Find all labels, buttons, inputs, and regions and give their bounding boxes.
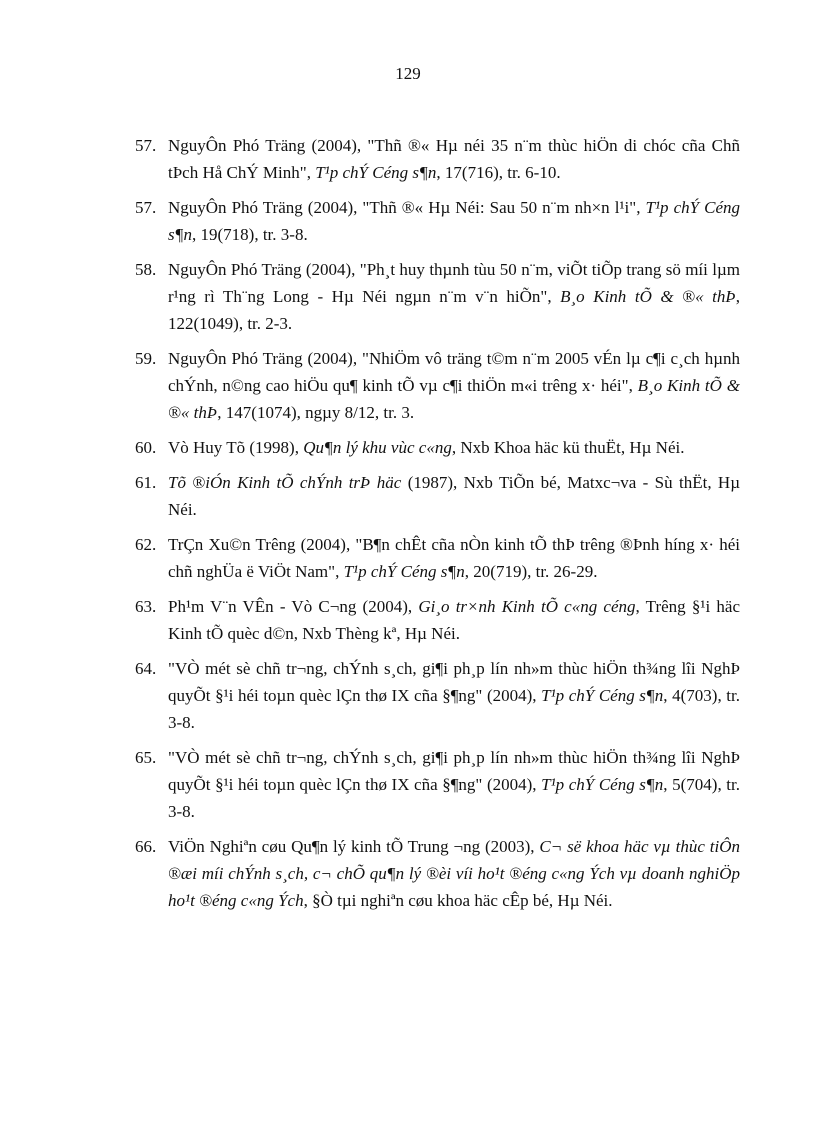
reference-item [135,194,740,248]
reference-item [135,833,740,914]
reference-source: C¬ së khoa häc vµ thùc tiÔn ®æi míi chÝnh s¸ch, c¬ chÕ qu¶n lý ®èi víi ho¹t ®éng c«ng Ých vµ doanh nghiÖp ho¹t ®éng c«ng Ých [168,837,740,910]
reference-text: ViÖn Nghiªn cøu Qu¶n lý kinh tÕ Trung ¬ng (2003), [168,837,540,856]
reference-source: Gi¸o tr×nh Kinh tÕ c«ng céng [418,597,636,616]
reference-details: , §Ò tµi nghiªn cøu khoa häc cÊp bé, Hµ Néi. [303,891,613,910]
reference-source: Qu¶n lý khu vùc c«ng [303,438,452,457]
reference-text: NguyÔn Phó Träng (2004), "Thñ ®« Hµ néi 35 n¨m thùc hiÖn di chóc cña Chñ tÞch Hå ChÝ Minh", [168,136,740,182]
reference-number: 63. [135,597,157,616]
page-number: 129 [395,64,421,83]
reference-details: , 4(703), tr. 3-8. [168,686,740,732]
reference-number: 59. [135,349,157,368]
reference-text: Ph¹m V¨n VÊn - Vò C¬ng (2004), [168,597,419,616]
reference-item [135,469,740,523]
reference-text: NguyÔn Phó Träng (2004), "NhiÖm vô träng t©m n¨m 2005 vÉn lµ c¶i c¸ch hµnh chÝnh, n©ng cao hiÖu qu¶ kinh tÕ vµ c¶i thiÖn m«i trêng x· héi", [168,349,740,395]
reference-source: B¸o Kinh tÕ & ®« thÞ [560,287,736,306]
reference-number: 64. [135,659,157,678]
reference-item [135,531,740,585]
reference-number: 61. [135,473,157,492]
reference-source: T¹p chÝ Céng s¶n [315,163,437,182]
reference-details: , 20(719), tr. 26-29. [464,562,598,581]
reference-item [135,345,740,426]
reference-item [135,744,740,825]
reference-details: , 19(718), tr. 3-8. [192,225,308,244]
reference-number: 57. [135,198,157,217]
reference-source: T¹p chÝ Céng s¶n [168,198,740,244]
reference-item [135,593,740,647]
reference-source: T¹p chÝ Céng s¶n [541,775,664,794]
reference-details: , 5(704), tr. 3-8. [168,775,740,821]
reference-details: , 17(716), tr. 6-10. [436,163,561,182]
reference-details: , 147(1074), ngµy 8/12, tr. 3. [217,403,415,422]
reference-details: , Trêng §¹i häc Kinh tÕ quèc d©n, Nxb Thèng kª, Hµ Néi. [168,597,740,643]
reference-text: TrÇn Xu©n Trêng (2004), "B¶n chÊt cña nÒn kinh tÕ thÞ trêng ®Þnh híng x· héi chñ nghÜa ë ViÖt Nam", [168,535,740,581]
reference-details: , 122(1049), tr. 2-3. [168,287,740,333]
reference-number: 65. [135,748,157,767]
reference-details: , Nxb Khoa häc kü thuËt, Hµ Néi. [451,438,685,457]
reference-source: Tõ ®iÓn Kinh tÕ chÝnh trÞ häc [168,473,402,492]
reference-text: NguyÔn Phó Träng (2004), "Thñ ®« Hµ Néi: Sau 50 n¨m nh×n l¹i", [168,198,646,217]
reference-source: T¹p chÝ Céng s¶n [343,562,465,581]
reference-item [135,256,740,337]
reference-source: B¸o Kinh tÕ & ®« thÞ [168,376,740,422]
reference-number: 57. [135,136,157,155]
reference-number: 66. [135,837,157,856]
reference-text: NguyÔn Phó Träng (2004), "Ph¸t huy thµnh tùu 50 n¨m, viÕt tiÕp trang sö míi lµm r¹ng rì Th¨ng Long - Hµ Néi ngµn n¨m v¨n hiÕn", [168,260,740,306]
reference-source: T¹p chÝ Céng s¶n [541,686,664,705]
reference-number: 58. [135,260,157,279]
reference-text: "VÒ mét sè chñ tr¬ng, chÝnh s¸ch, gi¶i ph¸p lín nh»m thùc hiÖn th¾ng lîi NghÞ quyÕt §¹i héi toµn quèc lÇn thø IX cña §¶ng" (2004), [168,748,740,794]
reference-number: 62. [135,535,157,554]
reference-item [135,655,740,736]
reference-item [135,434,740,461]
reference-list [135,132,740,922]
reference-text: "VÒ mét sè chñ tr¬ng, chÝnh s¸ch, gi¶i ph¸p lín nh»m thùc hiÖn th¾ng lîi NghÞ quyÕt §¹i héi toµn quèc lÇn thø IX cña §¶ng" (2004), [168,659,740,705]
reference-item [135,132,740,186]
reference-details: (1987), Nxb TiÕn bé, Matxc¬va - Sù thËt, Hµ Néi. [168,473,740,519]
reference-text: Vò Huy Tõ (1998), [168,438,304,457]
reference-number: 60. [135,438,157,457]
